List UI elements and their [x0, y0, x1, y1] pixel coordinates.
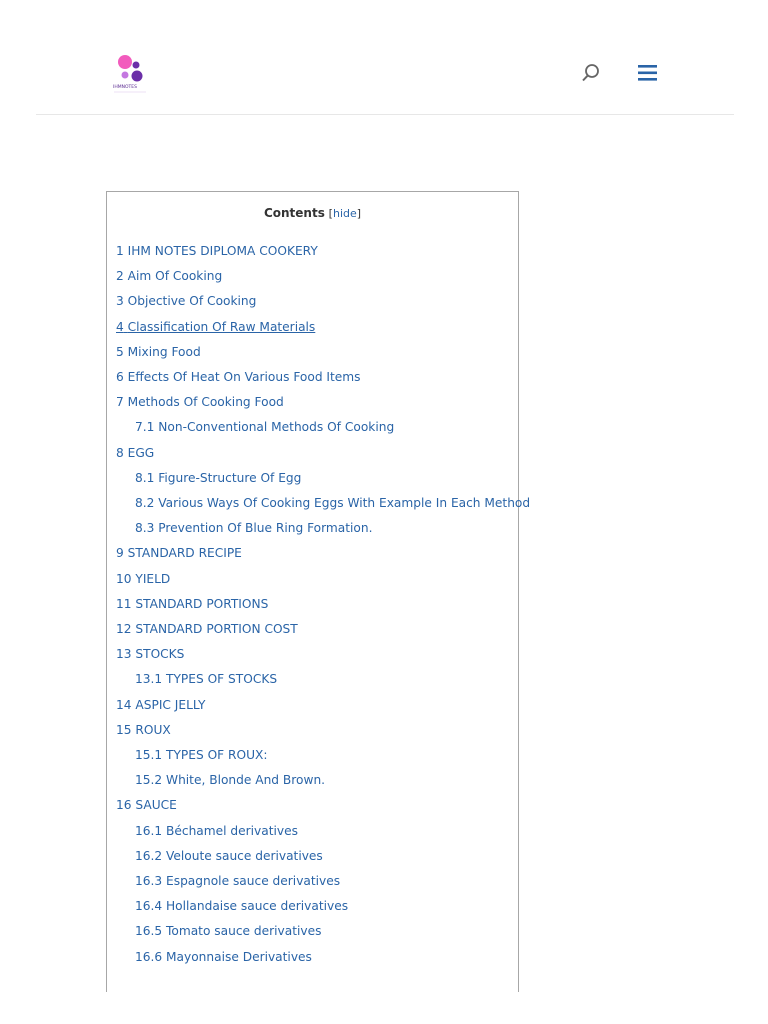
toc-item-text: Mixing Food: [127, 345, 201, 359]
toc-item-text: EGG: [127, 446, 155, 460]
toc-item-number: 16.5: [135, 924, 163, 938]
toc-subitem-link[interactable]: [135, 419, 394, 435]
toc-item-link[interactable]: [116, 369, 361, 385]
toc-item-number: 8: [116, 446, 124, 460]
toc-item-number: 3: [116, 294, 124, 308]
toc-item-link[interactable]: [116, 596, 268, 612]
toc-title: Contents: [263, 206, 325, 220]
toc-item-link[interactable]: [116, 293, 256, 309]
toc-item-text: STANDARD RECIPE: [127, 546, 242, 560]
toc-item-text: Béchamel derivatives: [166, 824, 298, 838]
toc-item-number: 15: [116, 723, 132, 737]
toc-subitem-link[interactable]: [135, 898, 348, 914]
toc-item-number: 16: [116, 798, 132, 812]
toc-item-text: Methods Of Cooking Food: [127, 395, 284, 409]
toc-title-row: Contents [hide]: [263, 206, 362, 220]
toc-item-text: Aim Of Cooking: [127, 269, 223, 283]
toc-item-number: 11: [116, 597, 132, 611]
toc-item-link[interactable]: [116, 797, 177, 813]
toc-item-text: SAUCE: [135, 798, 177, 812]
search-icon: [578, 60, 604, 86]
toc-item-text: Various Ways Of Cooking Eggs With Example In Each Method: [158, 496, 531, 510]
toc-item-number: 16.1: [135, 824, 163, 838]
toc-item-number: 2: [116, 269, 124, 283]
toc-item-text: Non-Conventional Methods Of Cooking: [158, 420, 395, 434]
toc-subitem-link[interactable]: [135, 823, 298, 839]
toc-subitem-link[interactable]: [135, 772, 325, 788]
toc-item-link[interactable]: [116, 545, 242, 561]
toc-item-text: Tomato sauce derivatives: [166, 924, 322, 938]
toc-item-text: Figure-Structure Of Egg: [158, 471, 302, 485]
toc-item-text: STANDARD PORTION COST: [135, 622, 298, 636]
toc-item-link[interactable]: [116, 621, 298, 637]
search-button[interactable]: [578, 60, 604, 86]
toc-item-text: TYPES OF STOCKS: [166, 672, 278, 686]
toc-item-link[interactable]: [116, 445, 154, 461]
toc-item-text: Objective Of Cooking: [127, 294, 257, 308]
toc-item-number: 5: [116, 345, 124, 359]
hamburger-menu-icon: [636, 62, 660, 84]
toc-subitem-link[interactable]: [135, 495, 530, 511]
toc-item-number: 8.3: [135, 521, 155, 535]
toc-item-link[interactable]: [116, 319, 315, 335]
toc-item-number: 16.3: [135, 874, 163, 888]
header-divider: [36, 114, 734, 115]
site-logo[interactable]: [112, 52, 150, 96]
toc-subitem-link[interactable]: [135, 848, 323, 864]
toc-subitem-link[interactable]: [135, 873, 340, 889]
toc-item-link[interactable]: [116, 394, 284, 410]
toc-item-number: 16.4: [135, 899, 163, 913]
toc-subitem-link[interactable]: [135, 747, 267, 763]
toc-item-number: 13: [116, 647, 132, 661]
toc-item-text: ASPIC JELLY: [135, 698, 206, 712]
toc-item-text: STANDARD PORTIONS: [135, 597, 269, 611]
toc-item-text: ROUX: [135, 723, 171, 737]
toc-item-text: STOCKS: [135, 647, 185, 661]
toc-subitem-link[interactable]: [135, 470, 301, 486]
toc-subitem-link[interactable]: [135, 671, 277, 687]
logo-graphic: [112, 52, 150, 96]
toc-item-text: Hollandaise sauce derivatives: [166, 899, 349, 913]
toc-item-text: White, Blonde And Brown.: [166, 773, 326, 787]
toc-item-text: Effects Of Heat On Various Food Items: [127, 370, 361, 384]
toc-item-number: 16.6: [135, 950, 163, 964]
toc-item-number: 4: [116, 320, 124, 334]
toc-item-text: Veloute sauce derivatives: [166, 849, 323, 863]
toc-subitem-link[interactable]: [135, 520, 372, 536]
toc-item-number: 8.1: [135, 471, 155, 485]
site-header: [0, 0, 768, 115]
toc-item-number: 15.2: [135, 773, 163, 787]
toc-item-text: IHM NOTES DIPLOMA COOKERY: [127, 244, 318, 258]
toc-item-link[interactable]: [116, 243, 318, 259]
toc-item-number: 8.2: [135, 496, 155, 510]
logo-text: IHMNOTES: [113, 85, 137, 90]
toc-item-number: 10: [116, 572, 132, 586]
toc-subitem-link[interactable]: [135, 949, 312, 965]
toc-item-text: TYPES OF ROUX:: [166, 748, 268, 762]
toc-subitem-link[interactable]: [135, 923, 321, 939]
toc-item-number: 6: [116, 370, 124, 384]
toc-item-text: Mayonnaise Derivatives: [166, 950, 312, 964]
toc-item-number: 7.1: [135, 420, 155, 434]
toc-item-link[interactable]: [116, 571, 170, 587]
toc-item-number: 12: [116, 622, 132, 636]
toc-item-text: Classification Of Raw Materials: [127, 320, 316, 334]
toc-item-link[interactable]: [116, 697, 206, 713]
toc-item-link[interactable]: [116, 646, 184, 662]
toc-hide-link[interactable]: hide: [332, 207, 357, 220]
toc-item-number: 7: [116, 395, 124, 409]
toc-item-number: 1: [116, 244, 124, 258]
toc-item-number: 14: [116, 698, 132, 712]
toc-item-link[interactable]: [116, 344, 201, 360]
menu-button[interactable]: [636, 62, 660, 84]
toc-item-number: 13.1: [135, 672, 163, 686]
toc-item-text: Espagnole sauce derivatives: [166, 874, 341, 888]
toc-item-text: YIELD: [135, 572, 171, 586]
toc-item-number: 16.2: [135, 849, 163, 863]
toc-item-number: 15.1: [135, 748, 163, 762]
toc-item-link[interactable]: [116, 722, 171, 738]
table-of-contents: [106, 191, 531, 992]
toc-item-text: Prevention Of Blue Ring Formation.: [158, 521, 373, 535]
toc-item-link[interactable]: [116, 268, 222, 284]
toc-item-number: 9: [116, 546, 124, 560]
